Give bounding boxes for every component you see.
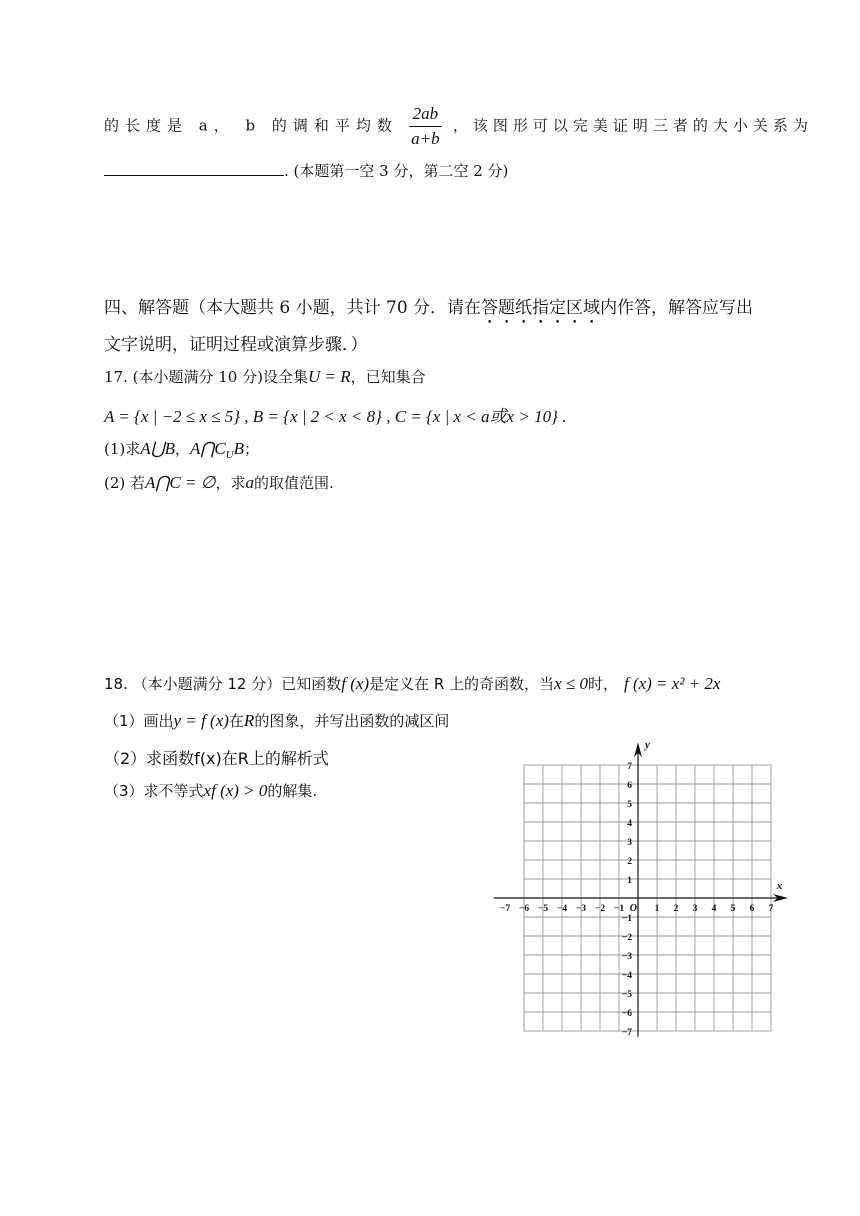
section-heading-part-b: 内作答，解答应写出 [600, 298, 754, 318]
x-tick-label: 2 [673, 904, 679, 914]
x-tick-label: −5 [537, 904, 549, 914]
q17-intersect-expr: A⋂C [189, 439, 226, 458]
y-tick-label: 4 [627, 819, 632, 829]
q18-formula: f (x) = x² + 2x [623, 674, 721, 693]
x-tick-label: 6 [749, 904, 755, 914]
q18-part3-tail: 的解集. [267, 782, 318, 800]
y-tick-label: −4 [621, 971, 632, 981]
x-tick-label: −4 [556, 904, 568, 914]
q17-part1-end: ； [244, 440, 260, 458]
q16-line1-tail: ，该图形可以完美证明三者的大小关系为 [452, 116, 813, 135]
q17-part1-sep: ， [174, 440, 190, 458]
x-tick-label: −2 [594, 904, 606, 914]
y-tick-label: 2 [627, 857, 632, 867]
y-tick-label: −5 [621, 990, 632, 1000]
section-heading-emphasis: 答题纸指定区域 [481, 298, 601, 318]
x-tick-label: 3 [692, 904, 698, 914]
q17-part2-prefix: (2) 若 [104, 474, 146, 492]
q18-part1-prefix: （1）画出 [104, 712, 174, 730]
x-tick-label: 7 [768, 904, 774, 914]
q17-set-definitions: A = {x | −2 ≤ x ≤ 5} , B = {x | 2 < x < 8} , C = {x | x < a或x > 10} . [104, 407, 567, 426]
x-axis-label: x [776, 880, 783, 892]
y-tick-label: 6 [627, 781, 632, 791]
x-tick-label: −1 [613, 904, 625, 914]
q17-intro-tail: ，已知集合 [350, 368, 426, 386]
y-tick-label: 5 [627, 800, 632, 810]
q18-part1-tail: 的图象，并写出函数的减区间 [254, 712, 450, 730]
y-tick-label: 1 [627, 876, 632, 886]
q18-part1-R: R [243, 711, 255, 730]
x-tick-label: −3 [575, 904, 587, 914]
q18-part3-math: xf (x) > 0 [203, 781, 268, 800]
q18-part3-prefix: （3）求不等式 [104, 782, 204, 800]
y-tick-label: −7 [621, 1028, 632, 1038]
fraction-numerator: 2ab [409, 104, 443, 127]
q18-condition: x ≤ 0 [554, 674, 588, 693]
x-tick-label: −7 [499, 904, 511, 914]
q17-empty-intersection: A⋂C = ∅ [145, 473, 216, 492]
section-heading-line2: 文字说明，证明过程或演算步骤．） [104, 335, 368, 355]
y-tick-label: −2 [621, 933, 632, 943]
q18-part1-math: y = f (x) [173, 711, 229, 730]
q18-part2: （2）求函数f(x)在R上的解析式 [104, 749, 329, 768]
q17-universe: U = R [307, 367, 351, 386]
q18-intro-mid: 是定义在 R 上的奇函数，当 [369, 675, 555, 693]
y-axis-label: y [645, 738, 650, 751]
q17-part2-mid: ，求 [215, 474, 246, 492]
y-tick-label: −6 [621, 1009, 632, 1019]
q17-complement-subscript: U [225, 449, 234, 461]
y-tick-label: 7 [627, 762, 632, 772]
x-tick-label: 4 [711, 904, 717, 914]
origin-label: O [629, 903, 637, 914]
axes [494, 742, 788, 1036]
q17-part1-prefix: (1)求 [104, 440, 141, 458]
q18-intro-mid2: 时， [587, 675, 618, 693]
q18-function: f (x) [341, 674, 370, 693]
q16-score-note: . (本题第一空 3 分，第二空 2 分) [284, 162, 509, 180]
y-tick-label: −3 [621, 952, 632, 962]
x-tick-label: 1 [654, 904, 660, 914]
q18-intro-text: 18. （本小题满分 12 分）已知函数 [104, 675, 342, 693]
q17-variable-a: a [245, 473, 254, 492]
q17-intro-text: 17. (本小题满分 10 分)设全集 [104, 368, 308, 386]
fraction-denominator: a+b [411, 129, 440, 148]
q17-union-expr: A⋃B [140, 439, 175, 458]
y-tick-label: −1 [621, 914, 632, 924]
y-tick-label: 3 [627, 838, 632, 848]
x-tick-label: −6 [518, 904, 530, 914]
q17-part2-end: 的取值范围. [254, 474, 334, 492]
section-heading-part-a: 四、解答题（本大题共 6 小题，共计 70 分．请在 [104, 298, 482, 318]
q18-part1-mid: 在 [228, 712, 244, 730]
q16-line1-text: 的长度是 a， b 的调和平均数 [104, 116, 398, 135]
q17-set-b: B [233, 439, 244, 458]
x-tick-label: 5 [730, 904, 736, 914]
